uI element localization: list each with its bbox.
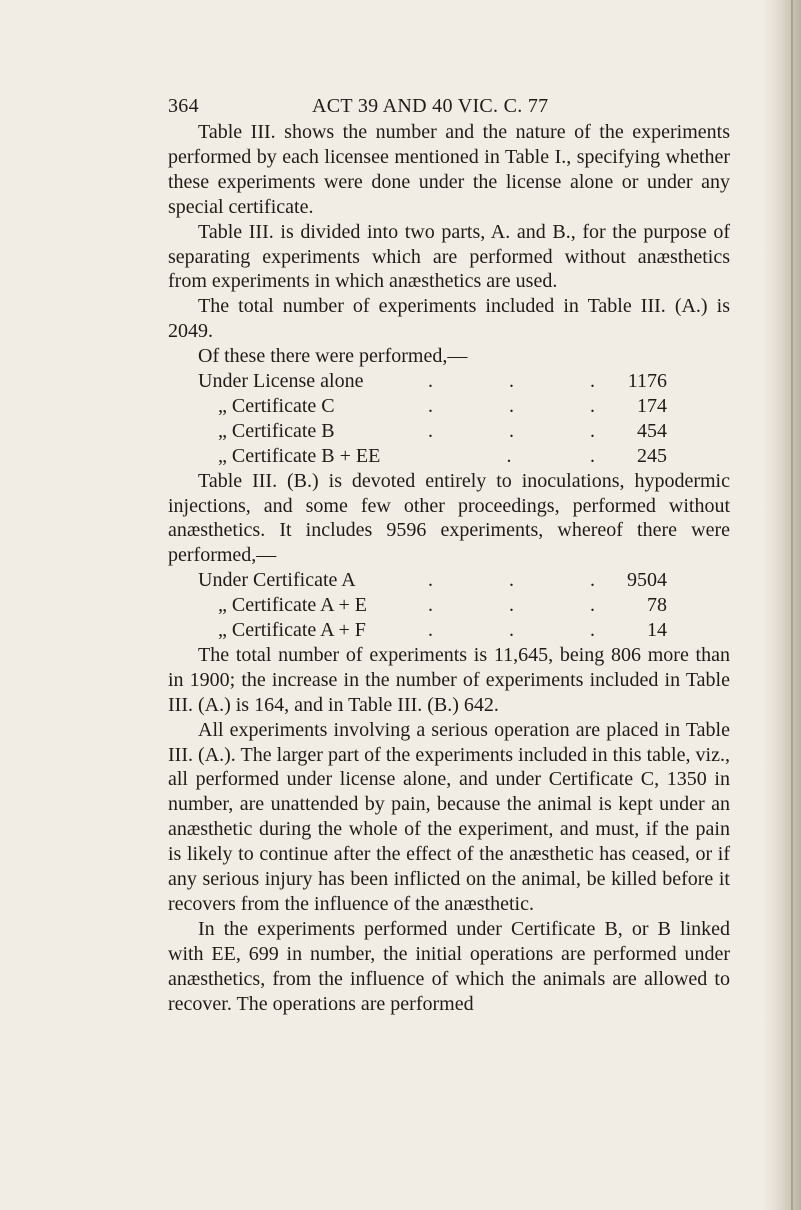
experiments-list-b	[168, 568, 730, 643]
paragraph: The total number of experiments is 11,645, being 806 more than in 1900; the increase in the number of experiments included in Table III. (A.) is 164, and in Table III. (B.) 642.	[168, 643, 730, 716]
running-head: ACT 39 AND 40 VIC. C. 77	[312, 95, 549, 117]
paragraph: The total number of experiments included in Table III. (A.) is 2049.	[168, 295, 730, 343]
page-edge	[791, 0, 793, 1210]
list-item	[168, 394, 730, 419]
leader-dots: . . .	[428, 370, 595, 393]
list-item	[168, 419, 730, 444]
paragraph: All experiments involving a serious operation are placed in Table III. (A.). The larger part of the experiments included in this table, viz., all performed under license alone, and under Certificate C, 1350 in number, are unattended by pain, because the animal is kept under an anæsthetic during the whole of the experiment, and must, if the pain is likely to continue after the effect of the anæsthetic has ceased, or if any serious injury has been inflicted on the animal, be killed before it recovers from the influence of the anæsthetic.	[168, 718, 730, 915]
list-item	[168, 444, 730, 469]
list-item-label: „ Certificate A + F	[218, 619, 366, 642]
list-item-value: 174	[637, 394, 667, 417]
page-gutter-shadow	[763, 0, 801, 1210]
list-item-label: „ Certificate B	[218, 419, 335, 442]
list-item-value: 9504	[627, 569, 667, 592]
list-item-value: 245	[637, 444, 667, 467]
paragraph: In the experiments performed under Certificate B, or B linked with EE, 699 in number, the initial operations are performed under anæsthetics, from the influence of which the animals are allowed to recover. The operations are performed	[168, 917, 730, 1015]
list-item	[168, 593, 730, 618]
list-item	[168, 618, 730, 643]
paragraph: Of these there were performed,—	[198, 345, 468, 368]
list-item-label: „ Certificate A + E	[218, 594, 368, 617]
list-item-label: Under Certificate A	[198, 569, 356, 592]
list-item-value: 14	[647, 619, 667, 642]
list-item-label: „ Certificate B + EE	[218, 444, 381, 467]
leader-dots: . . .	[428, 594, 595, 617]
list-item	[168, 369, 730, 394]
list-item	[168, 568, 730, 593]
list-item-value: 454	[637, 419, 667, 442]
page-body	[168, 120, 730, 1017]
leader-dots: . . .	[428, 419, 595, 442]
page-number: 364	[168, 95, 199, 117]
list-item-value: 78	[647, 594, 667, 617]
leader-dots: . . .	[428, 394, 595, 417]
paragraph: Table III. shows the number and the nature of the experiments performed by each licensee mentioned in Table I., specifying whether these experiments were done under the license alone or under any special certificate.	[168, 121, 730, 218]
list-item-value: 1176	[627, 370, 667, 393]
experiments-list-a	[168, 369, 730, 469]
list-item-label: „ Certificate C	[218, 394, 335, 417]
paragraph: Table III. is divided into two parts, A. and B., for the purpose of separating experiments which are performed without anæsthetics from experiments in which anæsthetics are used.	[168, 220, 730, 293]
list-item-label: Under License alone	[198, 370, 364, 393]
paragraph: Table III. (B.) is devoted entirely to inoculations, hypodermic injections, and some few other proceedings, performed without anæsthetics. It includes 9596 experiments, whereof there were performed,—	[168, 469, 730, 567]
leader-dots: . . .	[428, 619, 595, 642]
leader-dots: . . .	[428, 569, 595, 592]
leader-dots: . .	[506, 444, 595, 467]
